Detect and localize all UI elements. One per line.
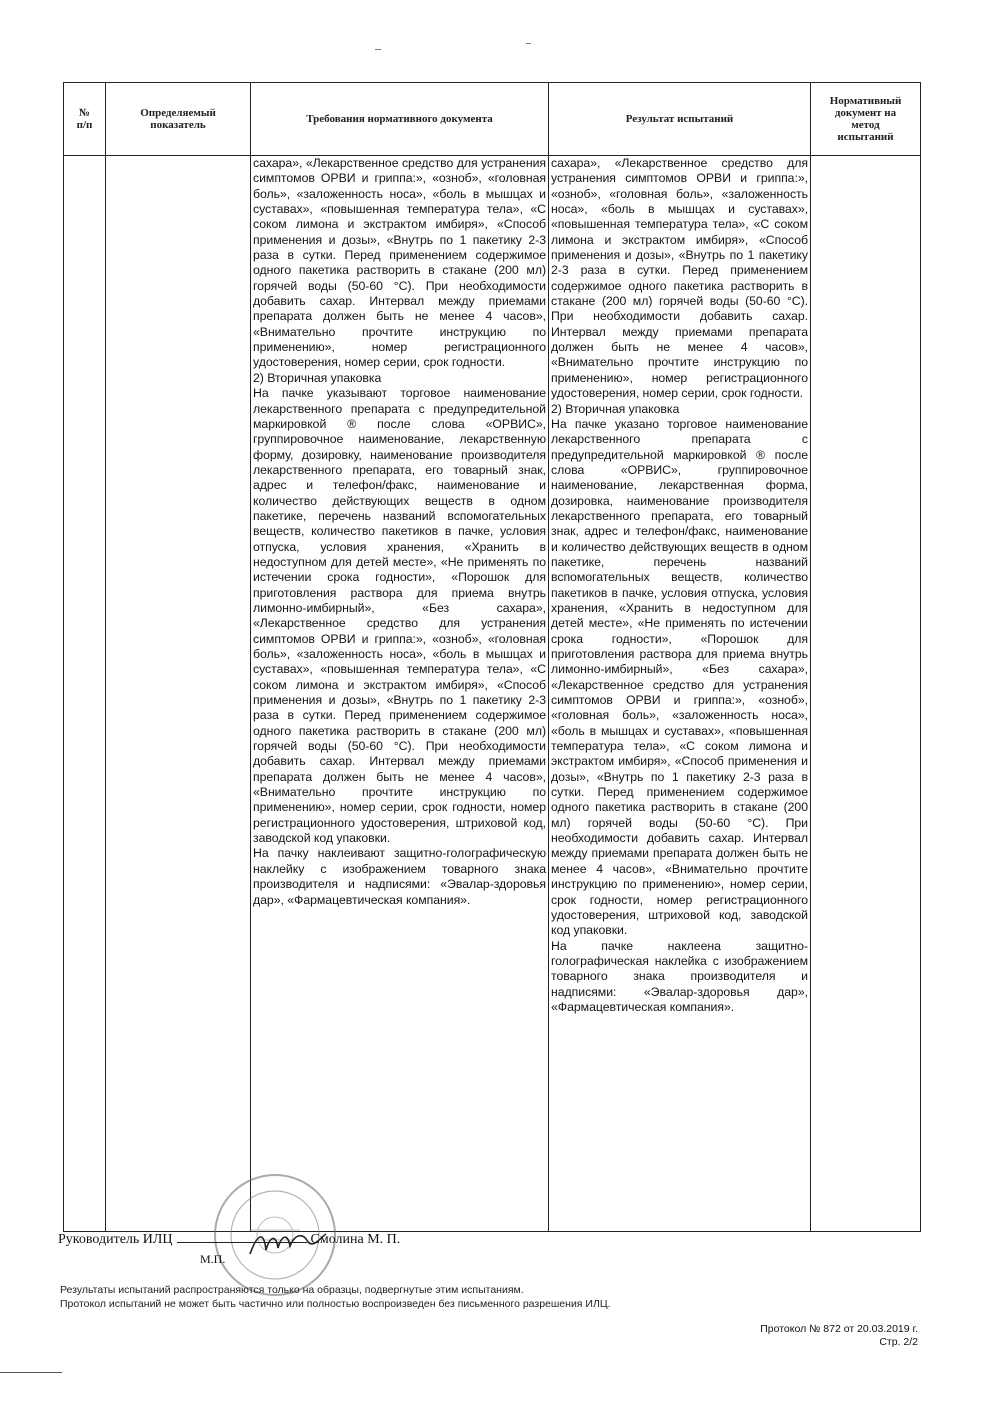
scan-speck: [526, 43, 531, 44]
header-requirements: Требования нормативного документа: [251, 83, 549, 156]
header-indicator: Определяемый показатель: [106, 83, 251, 156]
cell-results: сахара», «Лекарственное средство для устранения симптомов ОРВИ и гриппа:», «озноб», «головная боль», «заложенность носа», «боль в мышцах и суставах», «повышенная температура тела», «С соком лимона и экстрактом имбиря», «Способ применения и дозы», «Внутрь по 1 пакетику 2-3 раза в сутки. Перед применением содержимое одного пакетика растворить в стакане (200 мл) горячей воды (50-60 °С). При необходимости добавить сахар. Интервал между приемами препарата должен быть не менее 4 часов», «Внимательно прочтите инструкцию по применению», номер регистрационного удостоверения, номер серии, срок годности. 2) Вторичная упаковка На пачке указано торговое наименование лекарственного препарата с предупредительной маркировкой ® после слова «ОРВИС», группировочное наименование, лекарственная форма, дозировка, наименование производителя лекарственного препарата, его товарный знак, адрес и телефон/факс, наименование и количество действующих веществ в одном пакетике, перечень названий вспомогательных веществ, количество пакетиков в пачке, условия отпуска, условия хранения, «Хранить в недоступном для детей месте», «Не применять по истечении срока годности», «Порошок для приготовления раствора для приема внутрь лимонно-имбирный», «Без сахара», «Лекарственное средство для устранения симптомов ОРВИ и гриппа:», «озноб», «головная боль», «заложенность носа», «боль в мышцах и суставах», «повышенная температура тела», «С соком лимона и экстрактом имбиря», «Способ применения и дозы», «Внутрь по 1 пакетику 2-3 раза в сутки. Перед применением содержимое одного пакетика растворить в стакане (200 мл) горячей воды (50-60 °С). При необходимости добавить сахар. Интервал между приемами препарата должен быть не менее 4 часов», «Внимательно прочтите инструкцию по применению», номер серии, срок годности, номер регистрационного удостоверения, штриховой код, заводской код упаковки. На пачке наклеена защитно-голографическая наклейка с изображением товарного знака производителя и надписями: «Эвалар-здоровья дар», «Фармацевтическая компания».: [549, 156, 811, 1232]
note-line-2: Протокол испытаний не может быть частично или полностью воспроизведен без письменного разрешения ИЛЦ.: [60, 1298, 611, 1310]
cell-requirements: сахара», «Лекарственное средство для устранения симптомов ОРВИ и гриппа:», «озноб», «головная боль», «заложенность носа», «боль в мышцах и суставах», «повышенная температура тела», «С соком лимона и экстрактом имбиря», «Способ применения и дозы», «Внутрь по 1 пакетику 2-3 раза в сутки. Перед применением содержимое одного пакетика растворить в стакане (200 мл) горячей воды (50-60 °С). При необходимости добавить сахар. Интервал между приемами препарата должен быть не менее 4 часов», «Внимательно прочтите инструкцию по применению», номер регистрационного удостоверения, номер серии, срок годности. 2) Вторичная упаковка На пачке указывают торговое наименование лекарственного препарата с предупредительной маркировкой ® после слова «ОРВИС», группировочное наименование, лекарственную форму, дозировку, наименование производителя лекарственного препарата, его товарный знак, адрес и телефон/факс, наименование и количество действующих веществ в одном пакетике, перечень названий вспомогательных веществ, количество пакетиков в пачке, условия отпуска, условия хранения, «Хранить в недоступном для детей месте», «Не применять по истечении срока годности», «Порошок для приготовления раствора для приема внутрь лимонно-имбирный», «Без сахара», «Лекарственное средство для устранения симптомов ОРВИ и гриппа:», «озноб», «головная боль», «заложенность носа», «боль в мышцах и суставах», «повышенная температура тела», «С соком лимона и экстрактом имбиря», «Способ применения и дозы», «Внутрь по 1 пакетику 2-3 раза в сутки. Перед применением содержимое одного пакетика растворить в стакане (200 мл) горячей воды (50-60 °С). При необходимости добавить сахар. Интервал между приемами препарата должен быть не менее 4 часов», «Внимательно прочтите инструкцию по применению», номер серии, срок годности, номер регистрационного удостоверения, штриховой код, заводской код упаковки. На пачку наклеивают защитно-голографическую наклейку с изображением товарного знака производителя и надписями: «Эвалар-здоровья дар», «Фармацевтическая компания».: [251, 156, 549, 1232]
table-header-row: [64, 83, 921, 156]
header-method: Нормативный документ на метод испытаний: [811, 83, 921, 156]
table-row: [64, 156, 921, 1232]
note-line-1: Результаты испытаний распространяются только на образцы, подвергнутые этим испытаниям.: [60, 1284, 524, 1296]
signature-name: Смолина М. П.: [310, 1232, 401, 1247]
cell-num: [64, 156, 106, 1232]
mp-label: М.П.: [200, 1252, 226, 1266]
signature-line: [58, 1230, 400, 1248]
protocol-number: Протокол № 872 от 20.03.2019 г.: [760, 1323, 918, 1335]
page-number: Стр. 2/2: [879, 1336, 918, 1348]
cell-method: [811, 156, 921, 1232]
protocol-info: [760, 1323, 918, 1349]
header-num: № п/п: [64, 83, 106, 156]
cell-indicator: [106, 156, 251, 1232]
signature-underline: [177, 1230, 307, 1243]
scan-edge-line: [0, 1372, 62, 1373]
header-results: Результат испытаний: [549, 83, 811, 156]
results-table: [63, 82, 921, 1232]
signature-role: Руководитель ИЛЦ: [58, 1232, 173, 1247]
scan-speck: [375, 49, 381, 50]
